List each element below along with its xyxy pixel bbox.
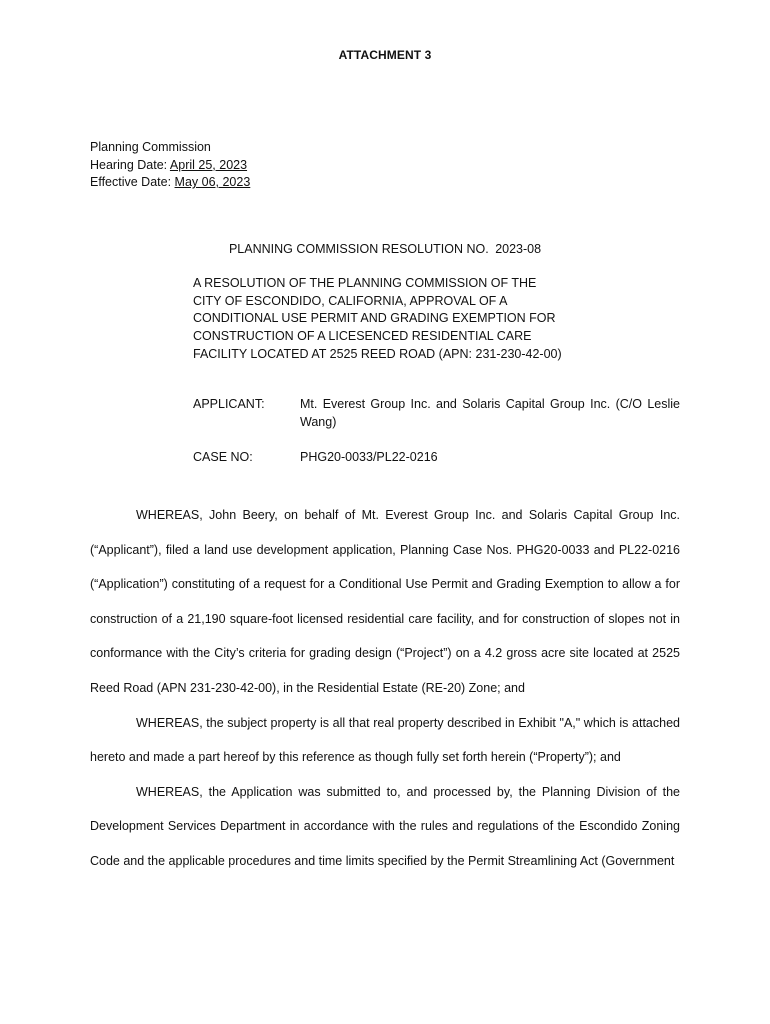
whereas-paragraph-2: WHEREAS, the subject property is all that real property described in Exhibit "A," which is attached hereto and made a part hereof by this reference as though fully set forth herein (“Property”); and (90, 715, 680, 765)
effective-date-line (90, 174, 250, 192)
hearing-info-block (90, 139, 250, 192)
effective-date-value: May 06, 2023 (174, 175, 251, 189)
case-number-value: PHG20-0033/PL22-0216 (300, 450, 438, 464)
resolution-number-line (0, 242, 770, 256)
whereas-paragraph-3: WHEREAS, the Application was submitted to, and processed by, the Planning Division of the Development Services Department in accordance with the rules and regulations of the Escondido Zoning Code and the applicable procedures and time limits specified by the Permit Streamlining Act (Government (90, 784, 680, 868)
hearing-date-line (90, 157, 250, 175)
case-number-label: CASE NO: (193, 450, 253, 464)
resolution-body (90, 498, 680, 879)
hearing-date-value: April 25, 2023 (169, 157, 248, 172)
resolution-number-label: PLANNING COMMISSION RESOLUTION NO. (228, 242, 489, 256)
resolution-number: 2023-08 (495, 242, 542, 256)
applicant-label: APPLICANT: (193, 397, 265, 411)
applicant-value: Mt. Everest Group Inc. and Solaris Capital Group Inc. (C/O Leslie Wang) (300, 397, 680, 429)
hearing-date-label: Hearing Date: (90, 157, 168, 172)
resolution-title: A RESOLUTION OF THE PLANNING COMMISSION OF THE CITY OF ESCONDIDO, CALIFORNIA, APPROVAL OF A CONDITIONAL USE PERMIT AND GRADING EXEMPTION FOR CONSTRUCTION OF A LICESENCED RESIDENTIAL CARE FACILITY LOCATED AT 2525 REED ROAD (APN: 231-230-42-00) (193, 276, 562, 361)
effective-date-label: Effective Date: (90, 175, 172, 189)
commission-name: Planning Commission (90, 140, 211, 154)
attachment-heading: ATTACHMENT 3 (338, 48, 432, 62)
whereas-paragraph-1: WHEREAS, John Beery, on behalf of Mt. Everest Group Inc. and Solaris Capital Group Inc. (“Applicant”), filed a land use development application, Planning Case Nos. PHG20-0033 and PL22-0216 (“Application”) constituting of a request for a Conditional Use Permit and Grading Exemption to allow a for construction of a 21,190 square-foot licensed residential care facility, and for construction of slopes not in conformance with the City’s criteria for grading design (“Project”) on a 4.2 gross acre site located at 2525 Reed Road (APN 231-230-42-00), in the Residential Estate (RE-20) Zone; and (90, 508, 680, 695)
